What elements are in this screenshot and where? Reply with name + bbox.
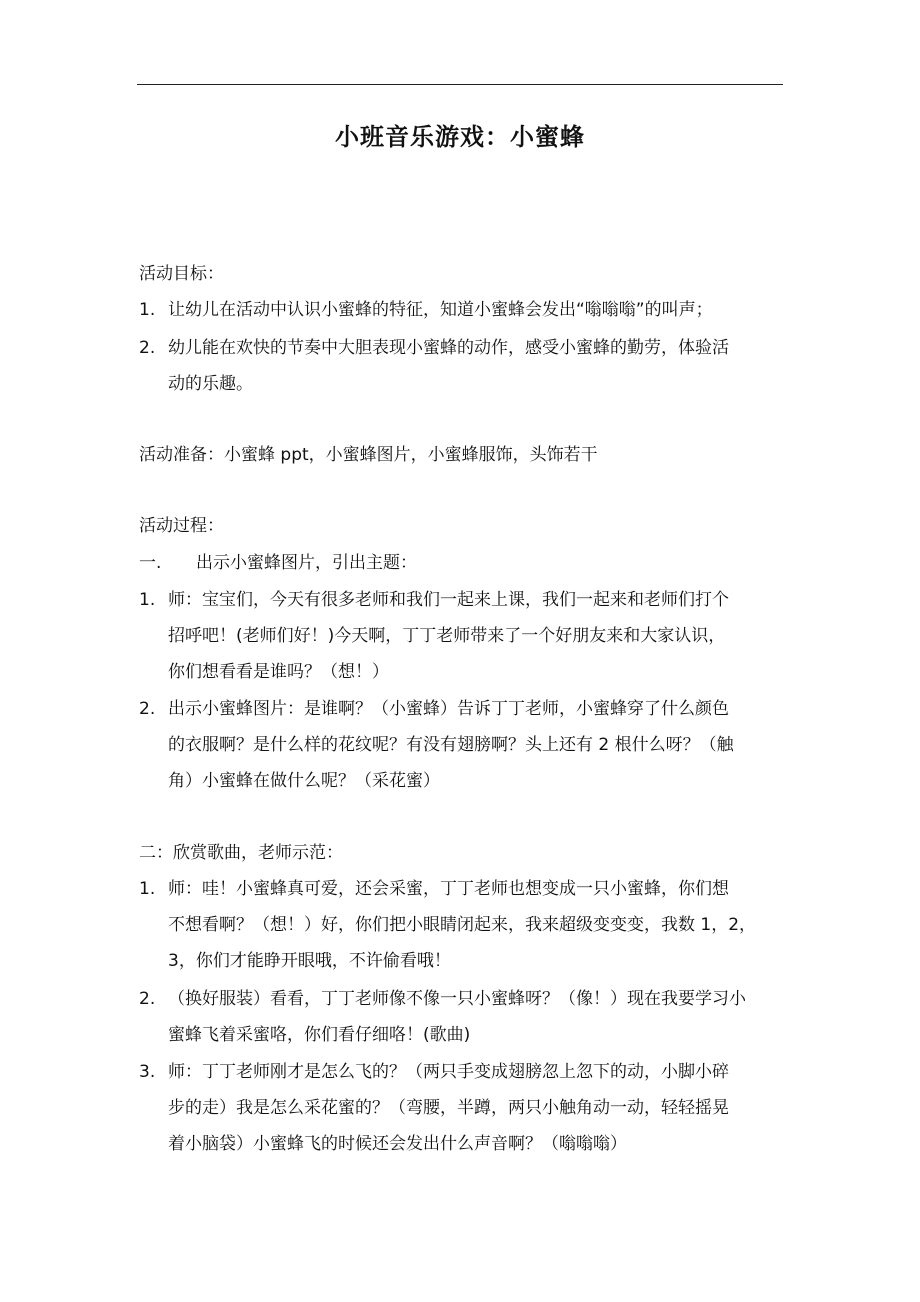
section-1-number: 一. xyxy=(139,553,162,573)
s2-item-1-line-1: 师：哇！小蜜蜂真可爱，还会采蜜，丁丁老师也想变成一只小蜜蜂，你们想 xyxy=(168,879,729,899)
s1-item-2-line-3: 角）小蜜蜂在做什么呢？（采花蜜） xyxy=(168,771,440,791)
section-1-title: 出示小蜜蜂图片，引出主题： xyxy=(196,553,417,573)
s2-item-3-line-3: 着小脑袋）小蜜蜂飞的时候还会发出什么声音啊？（嗡嗡嗡） xyxy=(168,1134,627,1154)
s2-item-2-number: 2. xyxy=(139,989,156,1009)
goal-2-number: 2. xyxy=(139,338,156,358)
s1-item-2-number: 2. xyxy=(139,699,156,719)
goal-1-number: 1. xyxy=(139,300,156,320)
section-2-title: 二：欣赏歌曲，老师示范： xyxy=(139,843,343,863)
goal-2-line-2: 动的乐趣。 xyxy=(168,374,253,394)
s2-item-1-number: 1. xyxy=(139,879,156,899)
s1-item-1-line-3: 你们想看看是谁吗？（想！） xyxy=(168,662,389,682)
s1-item-1-number: 1. xyxy=(139,590,156,610)
goal-1-line-1: 让幼儿在活动中认识小蜜蜂的特征，知道小蜜蜂会发出“嗡嗡嗡”的叫声； xyxy=(168,300,713,320)
header-rule xyxy=(137,84,783,85)
s1-item-1-line-1: 师：宝宝们，今天有很多老师和我们一起来上课，我们一起来和老师们打个 xyxy=(168,590,729,610)
prep-text: 活动准备：小蜜蜂 ppt，小蜜蜂图片，小蜜蜂服饰，头饰若干 xyxy=(139,445,598,465)
s2-item-1-line-2: 不想看啊？（想！）好，你们把小眼睛闭起来，我来超级变变变，我数 1，2， xyxy=(168,915,757,935)
s2-item-2-line-2: 蜜蜂飞着采蜜咯，你们看仔细咯！(歌曲) xyxy=(168,1025,471,1045)
process-heading: 活动过程： xyxy=(139,516,224,536)
goals-heading: 活动目标： xyxy=(139,264,224,284)
s2-item-2-line-1: （换好服装）看看，丁丁老师像不像一只小蜜蜂呀？（像！）现在我要学习小 xyxy=(168,989,746,1009)
s1-item-1-line-2: 招呼吧！(老师们好！)今天啊，丁丁老师带来了一个好朋友来和大家认识， xyxy=(168,626,726,646)
s1-item-2-line-2: 的衣服啊？是什么样的花纹呢？有没有翅膀啊？头上还有 2 根什么呀？（触 xyxy=(168,735,734,755)
page-title: 小班音乐游戏：小蜜蜂 xyxy=(335,123,585,151)
goal-2-line-1: 幼儿能在欢快的节奏中大胆表现小蜜蜂的动作，感受小蜜蜂的勤劳，体验活 xyxy=(168,338,729,358)
s2-item-3-number: 3. xyxy=(139,1062,156,1082)
s2-item-3-line-1: 师：丁丁老师刚才是怎么飞的？（两只手变成翅膀忽上忽下的动，小脚小碎 xyxy=(168,1062,729,1082)
s1-item-2-line-1: 出示小蜜蜂图片：是谁啊？（小蜜蜂）告诉丁丁老师，小蜜蜂穿了什么颜色 xyxy=(168,699,729,719)
s2-item-1-line-3: 3，你们才能睁开眼哦，不许偷看哦！ xyxy=(168,951,451,971)
s2-item-3-line-2: 步的走）我是怎么采花蜜的？（弯腰，半蹲，两只小触角动一动，轻轻摇晃 xyxy=(168,1098,729,1118)
